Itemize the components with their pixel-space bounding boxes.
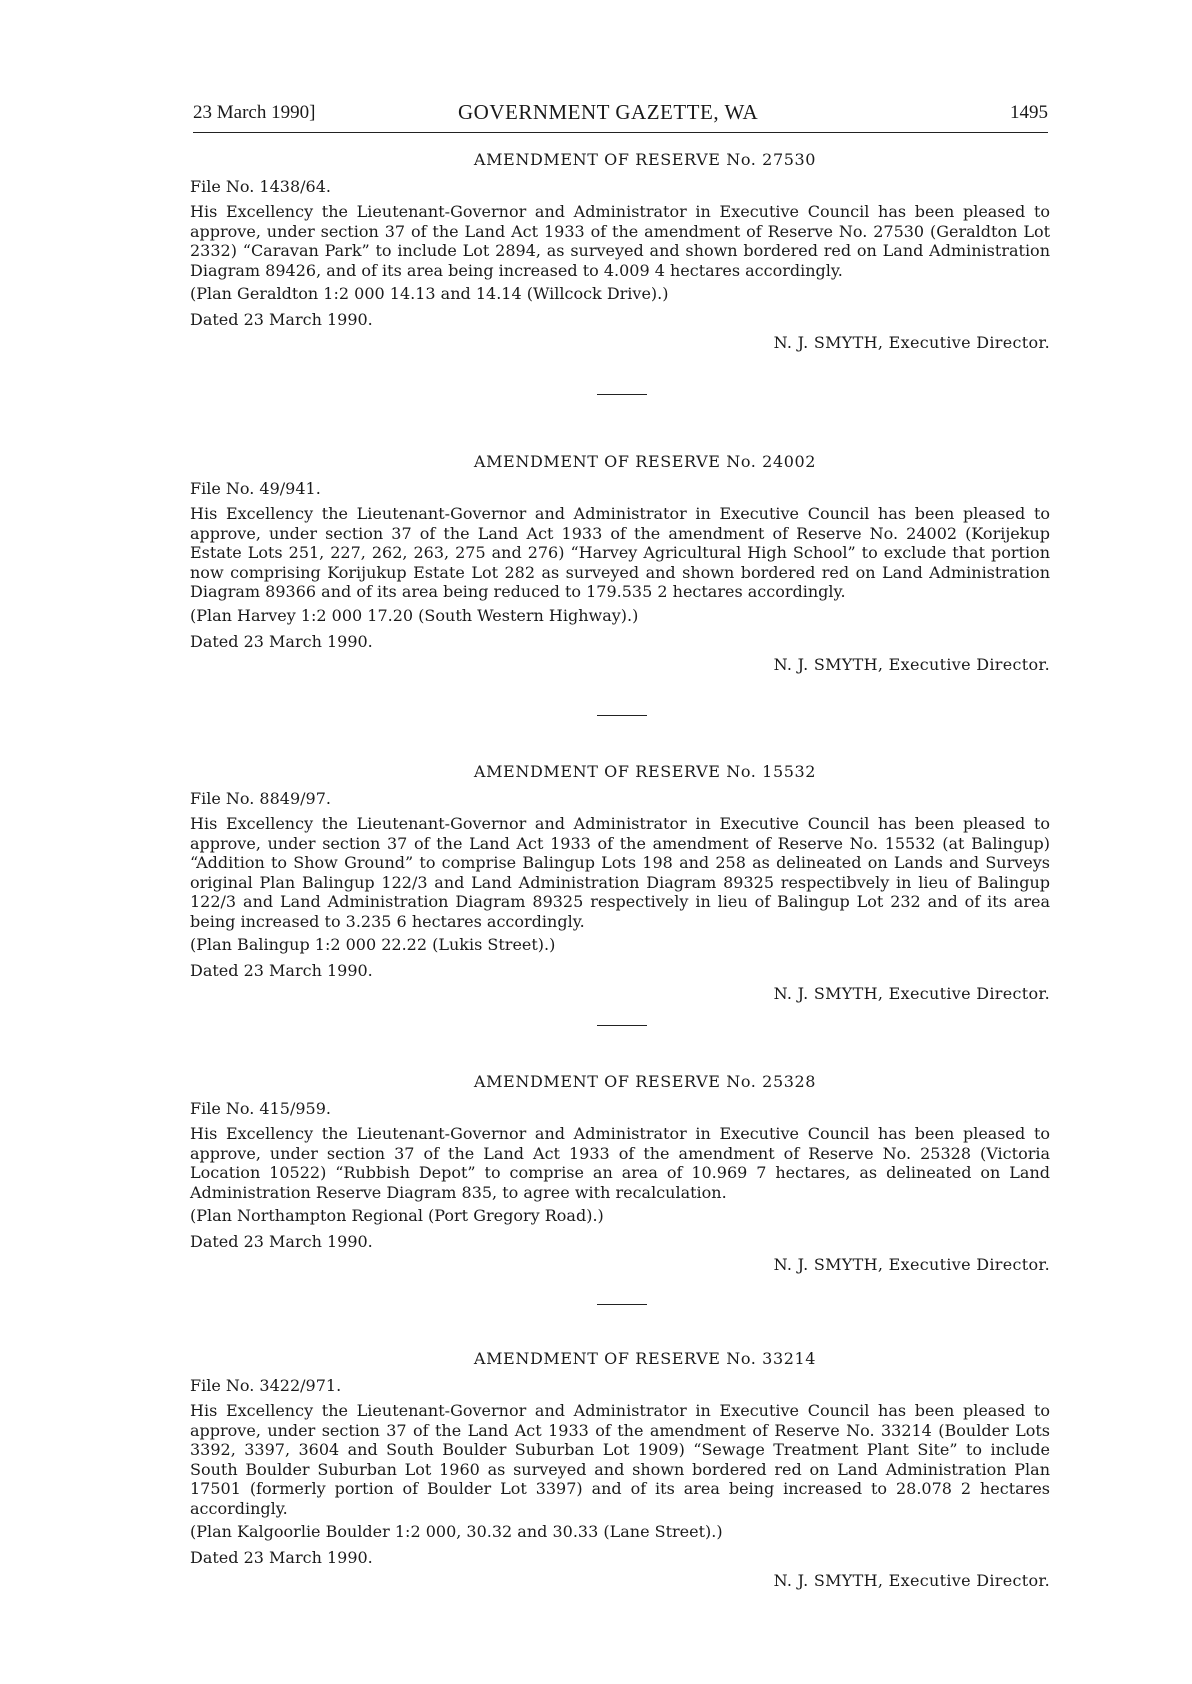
notice-heading: AMENDMENT OF RESERVE No. 15532	[473, 762, 817, 781]
dated-line: Dated 23 March 1990.	[190, 1548, 373, 1567]
notice-heading: AMENDMENT OF RESERVE No. 33214	[473, 1349, 817, 1368]
file-number: File No. 415/959.	[190, 1099, 331, 1118]
dated-line: Dated 23 March 1990.	[190, 961, 373, 980]
notice-heading: AMENDMENT OF RESERVE No. 24002	[473, 452, 817, 471]
plan-reference: (Plan Balingup 1:2 000 22.22 (Lukis Street).)	[190, 935, 556, 954]
notice-body: His Excellency the Lieutenant-Governor and Administrator in Executive Council has been pleased to approve, under section 37 of the Land Act 1933 of the amendment of Reserve No. 25328 (Victoria Location 10522) “Rubbish Depot” to comprise an area of 10.969 7 hectares, as delineated on Land Administration Reserve Diagram 835, to agree with recalculation.	[190, 1124, 1050, 1202]
plan-reference: (Plan Northampton Regional (Port Gregory Road).)	[190, 1206, 604, 1225]
notice-heading: AMENDMENT OF RESERVE No. 27530	[473, 150, 817, 169]
notice-reserve-24002	[190, 452, 1050, 674]
section-divider	[597, 1304, 647, 1305]
signature: N. J. SMYTH, Executive Director.	[773, 654, 1050, 674]
signature: N. J. SMYTH, Executive Director.	[773, 1255, 1050, 1274]
dated-line: Dated 23 March 1990.	[190, 1232, 373, 1251]
plan-reference: (Plan Harvey 1:2 000 17.20 (South Western Highway).)	[190, 605, 639, 625]
signature: N. J. SMYTH, Executive Director.	[773, 984, 1050, 1003]
notice-heading: AMENDMENT OF RESERVE No. 25328	[473, 1072, 817, 1091]
page-header	[193, 98, 1048, 133]
dated-line: Dated 23 March 1990.	[190, 631, 373, 651]
notice-body: His Excellency the Lieutenant-Governor and Administrator in Executive Council has been pleased to approve, under section 37 of the Land Act 1933 of the amendment of Reserve No. 24002 (Korijekup Estate Lots 251, 227, 262, 263, 275 and 276) “Harvey Agricultural High School” to exclude that portion now comprising Korijukup Estate Lot 282 as surveyed and shown bordered red on Land Administration Diagram 89366 and of its area being reduced to 179.535 2 hectares accordingly.	[190, 504, 1050, 601]
notice-reserve-15532	[190, 762, 1050, 1003]
signature: N. J. SMYTH, Executive Director.	[773, 333, 1050, 352]
notice-reserve-33214	[190, 1349, 1050, 1590]
section-divider	[597, 715, 647, 716]
file-number: File No. 49/941.	[190, 479, 321, 498]
file-number: File No. 1438/64.	[190, 177, 331, 196]
header-date: 23 March 1990]	[193, 102, 316, 123]
notice-reserve-27530	[190, 150, 1050, 352]
section-divider	[597, 1025, 647, 1026]
notice-reserve-25328	[190, 1072, 1050, 1274]
plan-reference: (Plan Geraldton 1:2 000 14.13 and 14.14 (Willcock Drive).)	[190, 284, 669, 303]
notice-body: His Excellency the Lieutenant-Governor and Administrator in Executive Council has been pleased to approve, under section 37 of the Land Act 1933 of the amendment of Reserve No. 15532 (at Balingup) “Addition to Show Ground” to comprise Balingup Lots 198 and 258 as delineated on Lands and Surveys original Plan Balingup 122/3 and Land Administration Diagram 89325 respectibvely in lieu of Balingup 122/3 and Land Administration Diagram 89325 respectively in lieu of Balingup Lot 232 and of its area being increased to 3.235 6 hectares accordingly.	[190, 814, 1050, 931]
section-divider	[597, 394, 647, 395]
notice-body: His Excellency the Lieutenant-Governor and Administrator in Executive Council has been pleased to approve, under section 37 of the Land Act 1933 of the amendment of Reserve No. 27530 (Geraldton Lot 2332) “Caravan Park” to include Lot 2894, as surveyed and shown bordered red on Land Administration Diagram 89426, and of its area being increased to 4.009 4 hectares accordingly.	[190, 202, 1050, 280]
plan-reference: (Plan Kalgoorlie Boulder 1:2 000, 30.32 and 30.33 (Lane Street).)	[190, 1522, 723, 1541]
page-number: 1495	[1010, 102, 1048, 123]
file-number: File No. 8849/97.	[190, 789, 331, 808]
signature: N. J. SMYTH, Executive Director.	[773, 1571, 1050, 1590]
notice-body: His Excellency the Lieutenant-Governor and Administrator in Executive Council has been pleased to approve, under section 37 of the Land Act 1933 of the amendment of Reserve No. 33214 (Boulder Lots 3392, 3397, 3604 and South Boulder Suburban Lot 1909) “Sewage Treatment Plant Site” to include South Boulder Suburban Lot 1960 as surveyed and shown bordered red on Land Administration Plan 17501 (formerly portion of Boulder Lot 3397) and of its area being increased to 28.078 2 hectares accordingly.	[190, 1401, 1050, 1518]
file-number: File No. 3422/971.	[190, 1376, 342, 1395]
dated-line: Dated 23 March 1990.	[190, 310, 373, 329]
gazette-title: GOVERNMENT GAZETTE, WA	[458, 100, 759, 124]
